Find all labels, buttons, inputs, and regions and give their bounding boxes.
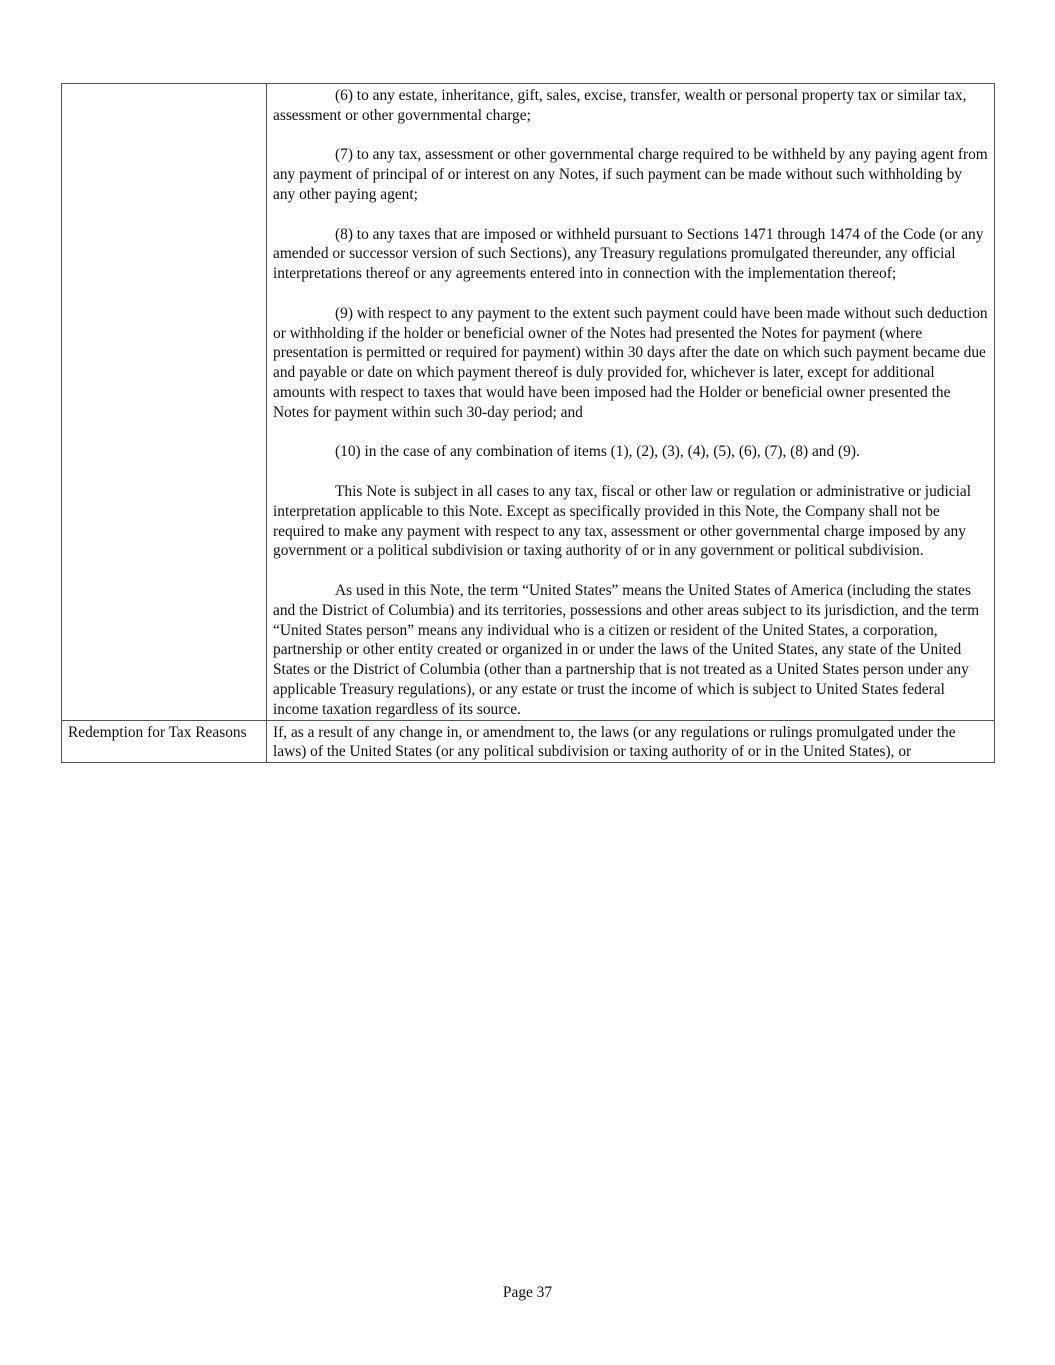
page-number: Page 37	[502, 1284, 553, 1301]
table-row	[62, 84, 995, 721]
row-content-cell	[267, 84, 995, 721]
paragraph-item-7: (7) to any tax, assessment or other governmental charge required to be withheld by any paying agent from any payment of principal of or interest on any Notes, if such payment can be made without such withholding by any other paying agent;	[273, 146, 988, 203]
row-label-cell	[62, 84, 267, 721]
paragraph-applicable-law: This Note is subject in all cases to any tax, fiscal or other law or regulation or administrative or judicial interpretation applicable to this Note. Except as specifically provided in this Note, the Company shall not be required to make any payment with respect to any tax, assessment or other governmental charge imposed by any government or a political subdivision or taxing authority of or in any government or political subdivision.	[273, 482, 971, 560]
paragraph-item-6: (6) to any estate, inheritance, gift, sales, excise, transfer, wealth or personal property tax or similar tax, assessment or other governmental charge;	[273, 87, 967, 124]
row-content-cell	[267, 720, 995, 763]
paragraph-redemption-for-tax-reasons: If, as a result of any change in, or amendment to, the laws (or any regulations or rulings promulgated under the laws) of the United States (or any political subdivision or taxing authority of or in the United States), or	[273, 723, 956, 761]
paragraph-item-10: (10) in the case of any combination of items (1), (2), (3), (4), (5), (6), (7), (8) and (9).	[335, 443, 860, 461]
paragraph-united-states-definition: As used in this Note, the term “United States” means the United States of America (including the states and the District of Columbia) and its territories, possessions and other areas subject to its jurisdiction, and the term “United States person” means any individual who is a citizen or resident of the United States, a corporation, partnership or other entity created or organized in or under the laws of the United States, any state of the United States or the District of Columbia (other than a partnership that is not treated as a United States person under any applicable Treasury regulations), or any estate or trust the income of which is subject to United States federal income taxation regardless of its source.	[273, 581, 980, 718]
row-label-cell	[62, 720, 267, 763]
paragraph-item-9: (9) with respect to any payment to the extent such payment could have been made without such deduction or withholding if the holder or beneficial owner of the Notes had presented the Notes for payment (where presentation is permitted or required for payment) within 30 days after the date on which such payment became due and payable or date on which payment thereof is duly provided for, whichever is later, except for additional amounts with respect to taxes that would have been imposed had the Holder or beneficial owner presented the Notes for payment within such 30-day period; and	[273, 304, 988, 421]
table-row	[62, 720, 995, 763]
paragraph-item-8: (8) to any taxes that are imposed or withheld pursuant to Sections 1471 through 1474 of the Code (or any amended or successor version of such Sections), any Treasury regulations promulgated thereunder, any official interpretations thereof or any agreements entered into in connection with the implementation thereof;	[273, 225, 984, 283]
terms-table	[61, 83, 995, 763]
row-label-redemption: Redemption for Tax Reasons	[68, 723, 247, 741]
